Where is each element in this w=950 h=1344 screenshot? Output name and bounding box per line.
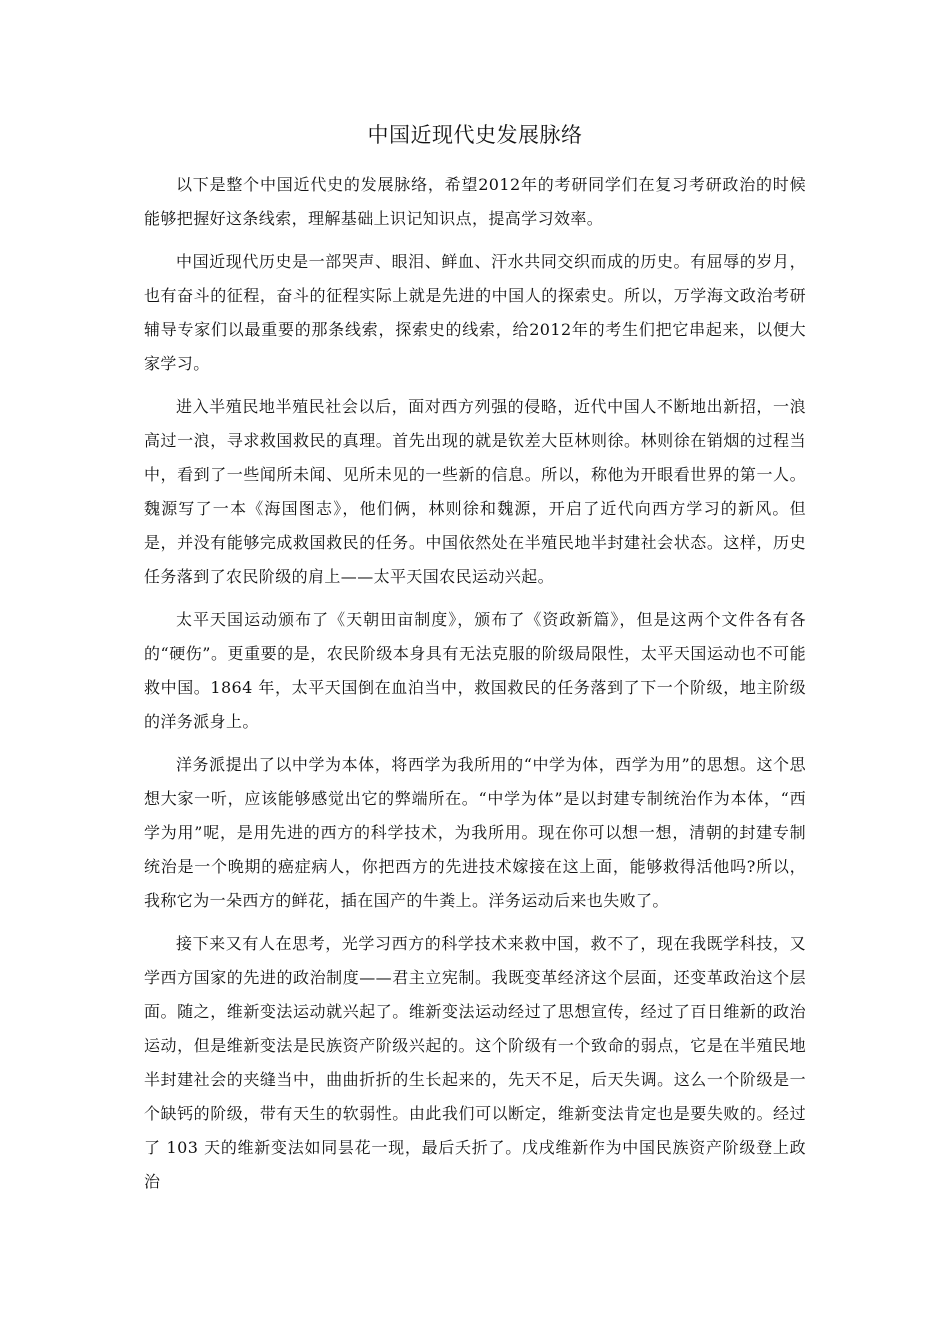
paragraph-6: 接下来又有人在思考，光学习西方的科学技术来救中国，救不了，现在我既学科技，又学西方国家的先进的政治制度——君主立宪制。我既变革经济这个层面，还变革政治这个层面。随之，维新变法运动就兴起了。维新变法运动经过了思想宣传，经过了百日维新的政治运动，但是维新变法是民族资产阶级兴起的。这个阶级有一个致命的弱点，它是在半殖民地半封建社会的夹缝当中，曲曲折折的生长起来的，先天不足，后天失调。这么一个阶级是一个缺钙的阶级，带有天生的软弱性。由此我们可以断定，维新变法肯定也是要失败的。经过了 103 天的维新变法如同昙花一现，最后夭折了。戊戌维新作为中国民族资产阶级登上政治	[144, 934, 806, 1191]
paragraph-1: 以下是整个中国近代史的发展脉络，希望2012年的考研同学们在复习考研政治的时候能够把握好这条线索，理解基础上识记知识点，提高学习效率。	[144, 175, 806, 228]
paragraph-2: 中国近现代历史是一部哭声、眼泪、鲜血、汗水共同交织而成的历史。有屈辱的岁月，也有奋斗的征程，奋斗的征程实际上就是先进的中国人的探索史。所以，万学海文政治考研辅导专家们以最重要的那条线索，探索史的线索，给2012年的考生们把它串起来，以便大家学习。	[144, 252, 806, 373]
paragraph-5: 洋务派提出了以中学为本体，将西学为我所用的“中学为体，西学为用”的思想。这个思想大家一听，应该能够感觉出它的弊端所在。“中学为体”是以封建专制统治作为本体，“西学为用”呢，是用先进的西方的科学技术，为我所用。现在你可以想一想，清朝的封建专制统治是一个晚期的癌症病人，你把西方的先进技术嫁接在这上面，能够救得活他吗?所以，我称它为一朵西方的鲜花，插在国产的牛粪上。洋务运动后来也失败了。	[144, 755, 806, 910]
document-body	[144, 168, 806, 1208]
paragraph-4: 太平天国运动颁布了《天朝田亩制度》，颁布了《资政新篇》，但是这两个文件各有各的“硬伤”。更重要的是，农民阶级本身具有无法克服的阶级局限性，太平天国运动也不可能救中国。1864 年，太平天国倒在血泊当中，救国救民的任务落到了下一个阶级，地主阶级的洋务派身上。	[144, 610, 806, 731]
document-title: 中国近现代史发展脉络	[367, 123, 583, 147]
paragraph-3: 进入半殖民地半殖民社会以后，面对西方列强的侵略，近代中国人不断地出新招，一浪高过一浪，寻求救国救民的真理。首先出现的就是钦差大臣林则徐。林则徐在销烟的过程当中，看到了一些闻所未闻、见所未见的一些新的信息。所以，称他为开眼看世界的第一人。魏源写了一本《海国图志》，他们俩，林则徐和魏源，开启了近代向西方学习的新风。但是，并没有能够完成救国救民的任务。中国依然处在半殖民地半封建社会状态。这样，历史任务落到了农民阶级的肩上——太平天国农民运动兴起。	[144, 397, 806, 586]
